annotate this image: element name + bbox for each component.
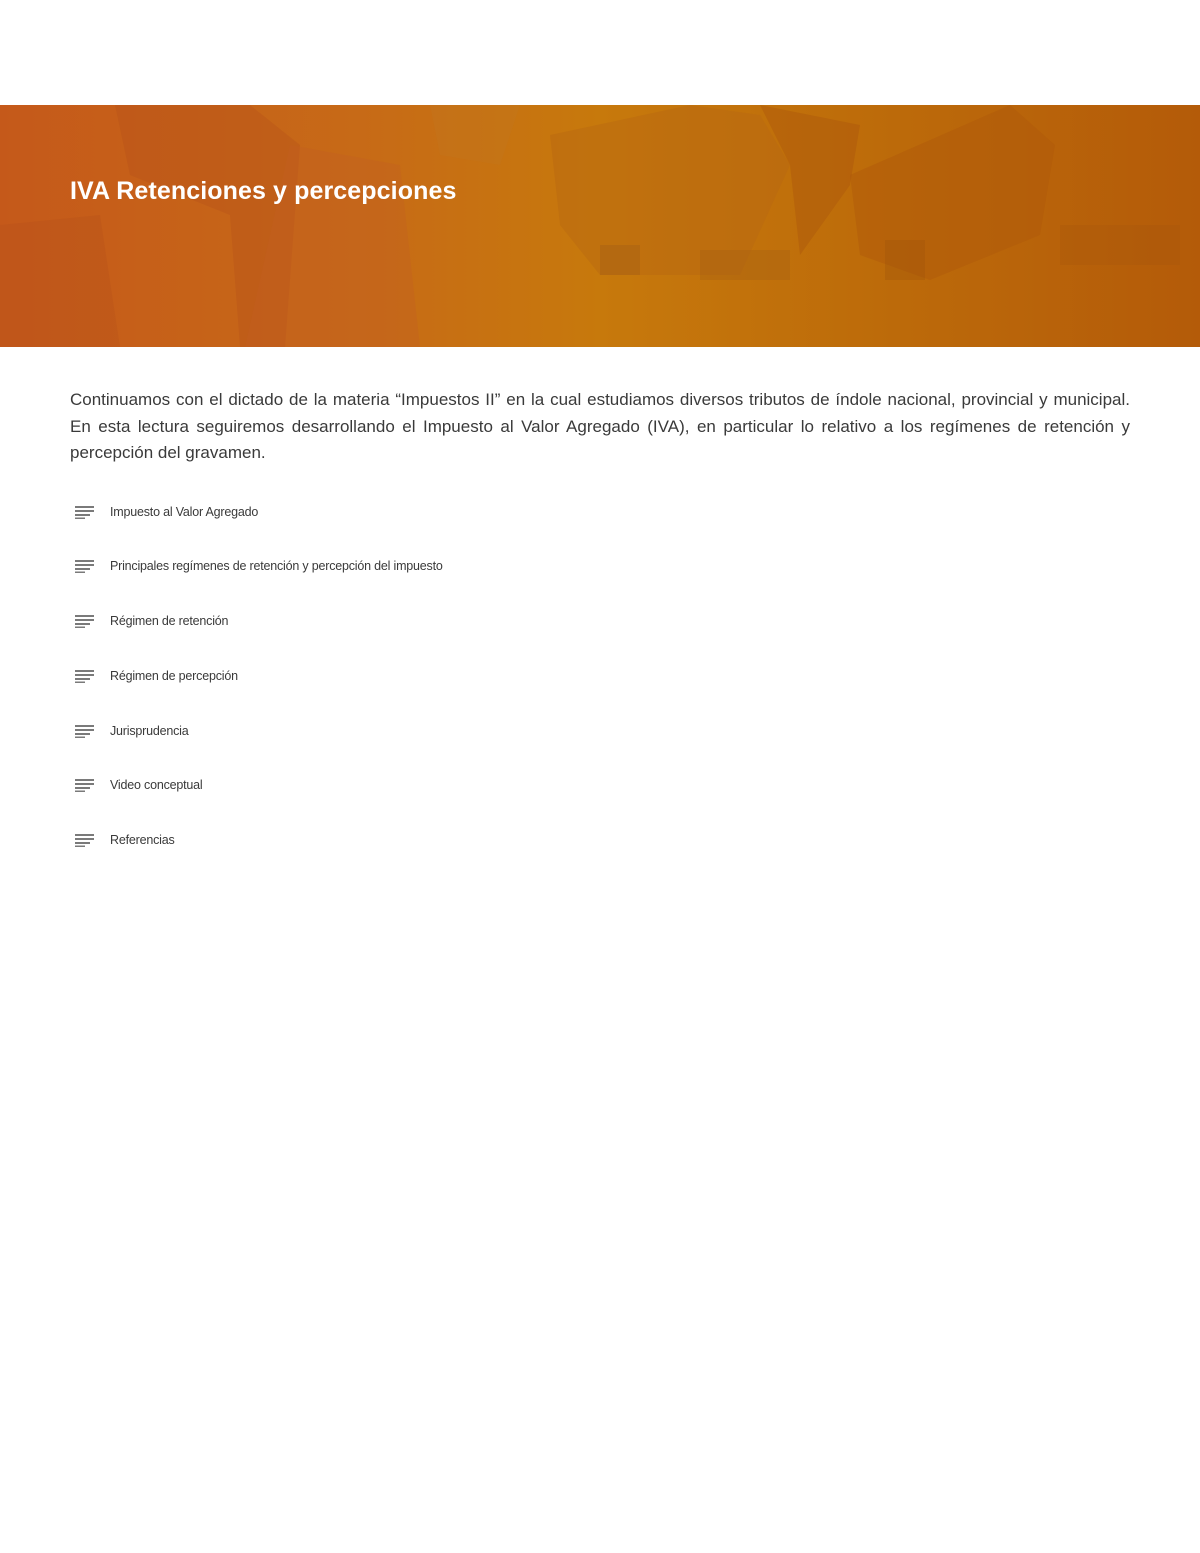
topic-item-regimen-percepcion[interactable] bbox=[75, 662, 443, 689]
header-banner bbox=[0, 105, 1200, 347]
topic-label: Régimen de percepción bbox=[110, 668, 238, 683]
text-lines-icon bbox=[75, 614, 94, 628]
topic-label: Video conceptual bbox=[110, 778, 203, 793]
topic-item-regimen-retencion[interactable] bbox=[75, 608, 443, 635]
text-lines-icon bbox=[75, 505, 94, 519]
topic-list bbox=[75, 498, 443, 882]
text-lines-icon bbox=[75, 778, 94, 792]
banner-background-image bbox=[0, 105, 1200, 347]
text-lines-icon bbox=[75, 833, 94, 847]
topic-item-video-conceptual[interactable] bbox=[75, 772, 443, 799]
topic-label: Referencias bbox=[110, 833, 175, 848]
page-title: IVA Retenciones y percepciones bbox=[70, 177, 457, 205]
text-lines-icon bbox=[75, 724, 94, 738]
text-lines-icon bbox=[75, 559, 94, 573]
intro-paragraph: Continuamos con el dictado de la materia “Impuestos II” en la cual estudiamos diversos tributos de índole nacional, provincial y municipal. En esta lectura seguiremos desarrollando el Impuesto al Valor Agregado (IVA), en particular lo relativo a los regímenes de retención y percepción del gravamen. bbox=[70, 390, 1130, 462]
topic-label: Jurisprudencia bbox=[110, 723, 189, 738]
topic-item-referencias[interactable] bbox=[75, 827, 443, 854]
topic-item-principales-regimenes[interactable] bbox=[75, 553, 443, 580]
topic-item-jurisprudencia[interactable] bbox=[75, 717, 443, 744]
topic-item-impuesto-valor-agregado[interactable] bbox=[75, 498, 443, 525]
topic-label: Régimen de retención bbox=[110, 614, 229, 629]
topic-label: Principales regímenes de retención y percepción del impuesto bbox=[110, 559, 443, 574]
topic-label: Impuesto al Valor Agregado bbox=[110, 504, 259, 519]
text-lines-icon bbox=[75, 669, 94, 683]
